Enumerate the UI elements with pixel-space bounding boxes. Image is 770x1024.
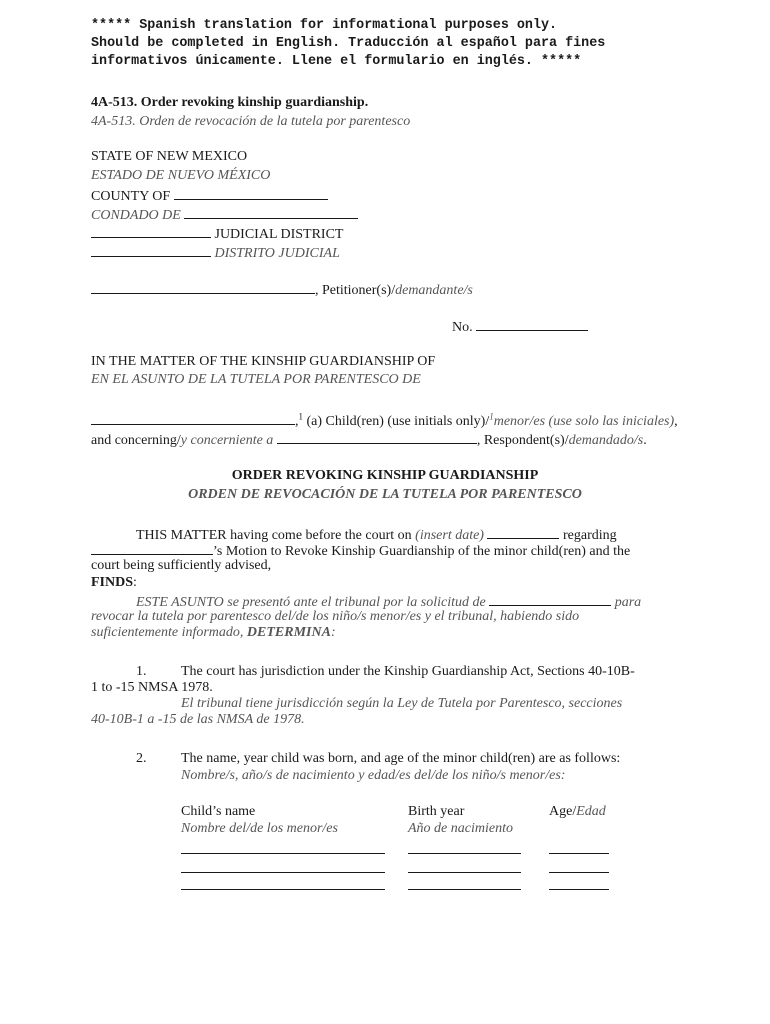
age-blank-1[interactable] [549,841,609,854]
concerning-label-spanish: y concerniente a [180,433,274,448]
case-number-blank[interactable] [476,318,588,331]
child-initials-blank[interactable] [91,412,295,425]
birth-year-blank-3[interactable] [408,877,521,890]
petitioner-row [91,281,473,299]
col-header-child-name-spanish: Nombre del/de los menor/es [181,821,338,836]
district-row-spanish [91,244,340,262]
col-header-birth-year: Birth year [408,804,465,819]
order-title: ORDER REVOKING KINSHIP GUARDIANSHIP [231,468,539,483]
county-label: COUNTY OF [91,189,171,204]
matter-text-spanish-1a: ESTE ASUNTO se presentó ante el tribunal por la solicitud de [136,595,486,610]
county-blank[interactable] [174,187,328,200]
insert-date-hint: (insert date) [415,528,484,543]
district-blank-spanish[interactable] [91,244,211,257]
matter-paragraph-spanish-line-2: revocar la tutela por parentesco del/de los niño/s menor/es y el tribunal, habiendo sido [91,609,580,624]
movant-name-blank[interactable] [91,542,213,555]
matter-heading-spanish: EN EL ASUNTO DE LA TUTELA POR PARENTESCO DE [91,372,421,387]
matter-text-2: ’s Motion to Revoke Kinship Guardianship of the minor child(ren) and the [213,544,631,559]
child-label: (a) Child(ren) (use initials only)/ [303,414,490,429]
footnote-marker-spanish: 1 [489,411,494,422]
movant-name-blank-spanish[interactable] [489,593,611,606]
item-1-spanish-line-1: El tribunal tiene jurisdicción según la Ley de Tutela por Parentesco, secciones [181,696,623,711]
district-row [91,225,343,243]
age-blank-3[interactable] [549,877,609,890]
child-name-blank-3[interactable] [181,877,385,890]
birth-year-blank-1[interactable] [408,841,521,854]
child-label-spanish: menor/es (use solo las iniciales) [493,414,675,429]
translation-notice-line-1: ***** Spanish translation for informational purposes only. [91,18,558,33]
age-blank-2[interactable] [549,860,609,873]
case-number-label: No. [452,320,473,335]
matter-text-spanish-3a: suficientemente informado, [91,625,247,640]
form-number-title: 4A-513. Order revoking kinship guardianship. [91,95,369,110]
matter-paragraph-spanish-line-3: suficientemente informado, DETERMINA: [91,625,336,640]
state-label-spanish: ESTADO DE NUEVO MÉXICO [91,168,271,183]
child-row: ,$^1$ (a) Child(ren) (use initials only)/$^1$menor/es (use solo las iniciales), [91,412,678,430]
col-header-birth-year-spanish: Año de nacimiento [408,821,513,836]
county-label-spanish: CONDADO DE [91,208,181,223]
hearing-date-blank[interactable] [487,526,559,539]
petitioner-label-spanish: demandante/s [395,283,473,298]
finds-label: FINDS: [91,575,137,590]
translation-notice-line-2: Should be completed in English. Traducción al español para fines [91,36,606,51]
county-blank-spanish[interactable] [184,206,358,219]
item-1-number: 1. [136,664,147,679]
respondent-row: and concerning/y concerniente a , Respondent(s)/demandado/s. [91,433,647,448]
order-title-spanish: ORDEN DE REVOCACIÓN DE LA TUTELA POR PARENTESCO [188,487,582,502]
petitioner-label: , Petitioner(s)/ [315,283,396,298]
district-label-spanish: DISTRITO JUDICIAL [214,246,340,261]
district-blank[interactable] [91,225,211,238]
footnote-marker: 1 [298,411,303,422]
respondent-blank[interactable] [277,431,477,444]
item-2-number: 2. [136,751,147,766]
matter-paragraph-line-3: court being sufficiently advised, [91,558,272,573]
case-number-row [452,318,588,336]
form-number-title-spanish: 4A-513. Orden de revocación de la tutela por parentesco [91,114,411,129]
matter-text-spanish-1b: para [614,595,642,610]
col-header-child-name: Child’s name [181,804,256,819]
translation-notice-line-3: informativos únicamente. Llene el formulario en inglés. ***** [91,54,582,69]
item-1-text-line-2: 1 to -15 NMSA 1978. [91,680,213,695]
district-label: JUDICIAL DISTRICT [214,227,344,242]
col-header-age: Age/Edad [549,804,606,819]
petitioner-blank[interactable] [91,281,315,294]
matter-text-1b: regarding [559,528,617,543]
respondent-label: , Respondent(s)/ [476,433,569,448]
item-1-spanish-line-2: 40-10B-1 a -15 de las NMSA de 1978. [91,712,305,727]
child-name-blank-2[interactable] [181,860,385,873]
respondent-label-spanish: demandado/s [568,433,644,448]
county-row-spanish [91,206,358,224]
item-2-spanish: Nombre/s, año/s de nacimiento y edad/es del/de los niño/s menor/es: [181,768,566,783]
determina-label: DETERMINA [246,625,331,640]
item-2-text: The name, year child was born, and age of the minor child(ren) are as follows: [181,751,621,766]
child-name-blank-1[interactable] [181,841,385,854]
birth-year-blank-2[interactable] [408,860,521,873]
county-row [91,187,328,205]
item-1-text-line-1: The court has jurisdiction under the Kinship Guardianship Act, Sections 40-10B- [181,664,635,679]
concerning-label: and concerning/ [91,433,181,448]
state-label: STATE OF NEW MEXICO [91,149,248,164]
matter-text-1a: THIS MATTER having come before the court on [136,528,416,543]
matter-heading: IN THE MATTER OF THE KINSHIP GUARDIANSHIP OF [91,354,436,369]
